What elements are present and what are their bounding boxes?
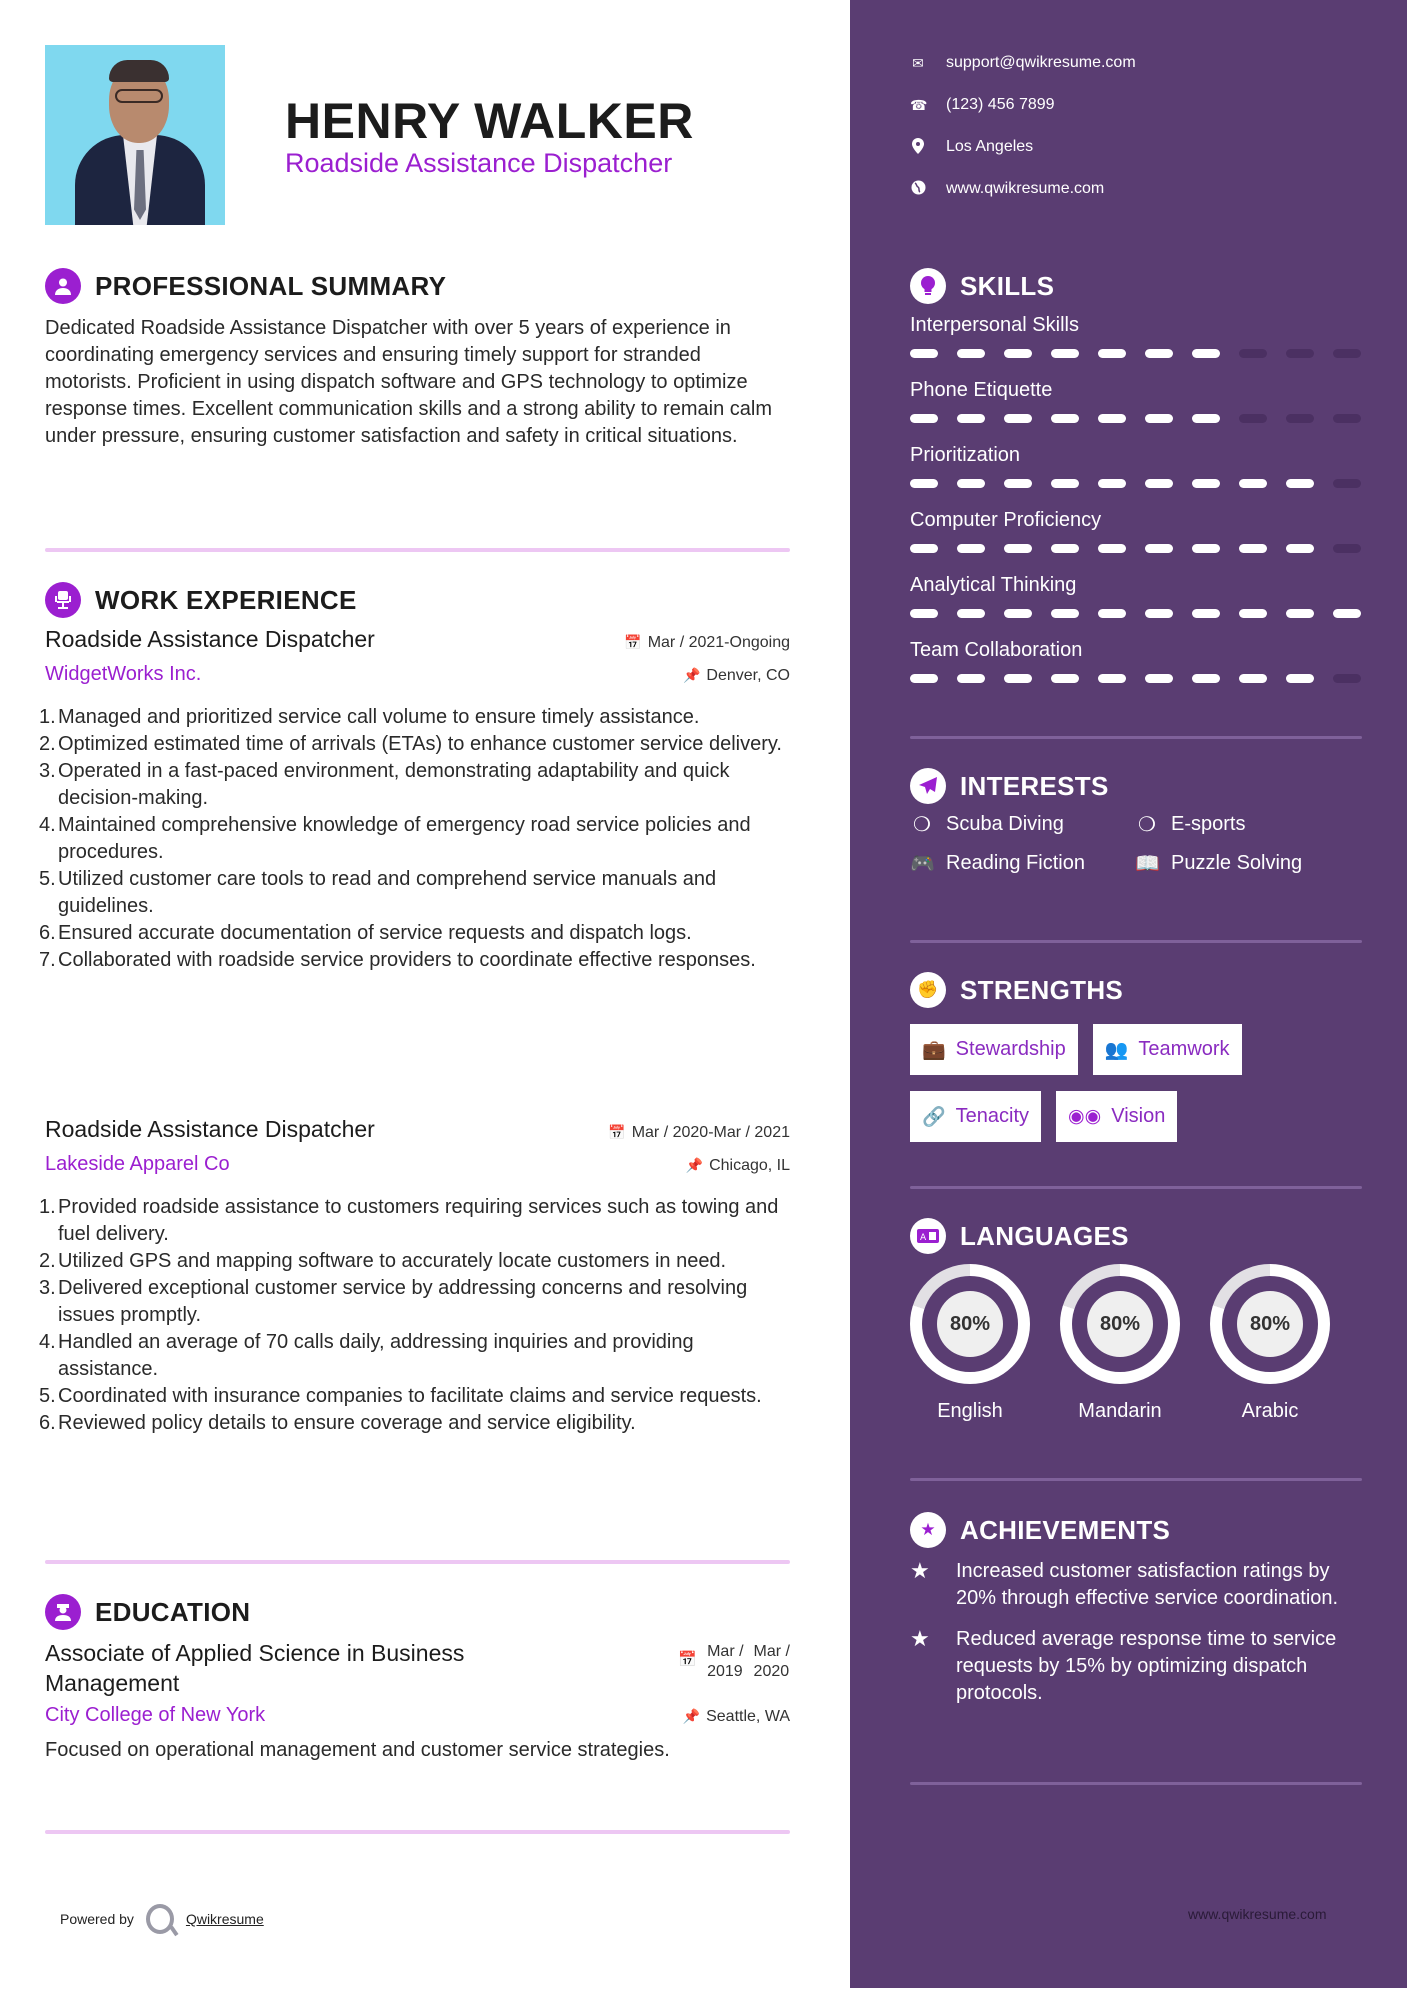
language-item xyxy=(1060,1264,1180,1423)
interest-item: 📖 Puzzle Solving xyxy=(1135,852,1303,875)
skill-item xyxy=(910,379,1362,444)
link-icon: 🔗 xyxy=(922,1106,946,1128)
skill-item xyxy=(910,574,1362,639)
language-percent: 80% xyxy=(1237,1291,1303,1357)
qwikresume-link[interactable]: Qwikresume xyxy=(185,1911,264,1927)
company-name: Lakeside Apparel Co xyxy=(45,1153,230,1175)
contact-website[interactable]: www.qwikresume.com xyxy=(910,168,1136,210)
skill-item xyxy=(910,314,1362,379)
list-item: 5. Utilized customer care tools to read and comprehend service manuals and guidelines. xyxy=(39,868,717,917)
contact-location: Los Angeles xyxy=(910,126,1136,168)
contact-list xyxy=(910,42,1136,210)
translate-icon xyxy=(910,1218,946,1254)
map-pin-icon xyxy=(910,138,926,157)
school-location: Seattle, WA xyxy=(706,1707,790,1725)
language-progress-ring xyxy=(910,1264,1030,1384)
lifebuoy-icon: ❍ xyxy=(1138,814,1156,836)
lifebuoy-icon: ❍ xyxy=(913,814,931,836)
strength-chip: 🔗 Tenacity xyxy=(910,1091,1041,1142)
list-item: 1. Provided roadside assistance to customers requiring services such as towing and fuel delivery. xyxy=(39,1196,779,1245)
job-date: Mar / 2020-Mar / 2021 xyxy=(631,1123,790,1141)
chair-icon xyxy=(45,582,81,618)
language-name: Mandarin xyxy=(1078,1400,1162,1422)
language-name: English xyxy=(937,1400,1003,1422)
job-entry xyxy=(39,1116,790,1437)
strength-chip: 💼 Stewardship xyxy=(910,1024,1078,1075)
shooting-star-icon: ★ xyxy=(910,1558,930,1583)
qwikresume-logo-icon xyxy=(146,1904,174,1934)
list-item: 5. Coordinated with insurance companies to facilitate claims and service requests. xyxy=(39,1385,762,1407)
skill-item xyxy=(910,509,1362,574)
job-location: Chicago, IL xyxy=(709,1156,790,1174)
user-icon xyxy=(45,268,81,304)
language-item xyxy=(910,1264,1030,1423)
skill-name: Computer Proficiency xyxy=(910,509,1102,531)
list-item: 7. Collaborated with roadside service providers to coordinate effective responses. xyxy=(39,949,756,971)
job-title: Roadside Assistance Dispatcher xyxy=(45,626,375,652)
language-progress-ring xyxy=(1210,1264,1330,1384)
job-bullets xyxy=(39,704,790,974)
divider xyxy=(910,736,1362,739)
education-dates: 📅 Mar / 2019 Mar / 2020 xyxy=(678,1642,790,1698)
users-icon: 👥 xyxy=(1104,1039,1129,1061)
phone-icon: ☎ xyxy=(910,96,928,113)
gamepad-icon: 🎮 xyxy=(910,853,935,875)
divider xyxy=(910,1782,1362,1785)
languages-list xyxy=(910,1264,1330,1423)
language-name: Arabic xyxy=(1241,1400,1299,1422)
skill-item xyxy=(910,639,1362,704)
skill-rating xyxy=(910,674,1362,683)
lightbulb-icon xyxy=(910,268,946,304)
job-entry xyxy=(39,626,790,974)
list-item: 1. Managed and prioritized service call volume to ensure timely assistance. xyxy=(39,706,700,728)
interest-item: 🎮 Reading Fiction xyxy=(910,852,1085,875)
briefcase-icon: 💼 xyxy=(922,1039,946,1061)
divider xyxy=(910,1186,1362,1189)
achievements-list xyxy=(910,1558,1362,1721)
skill-name: Interpersonal Skills xyxy=(910,314,1079,336)
strengths-heading: ✊ STRENGTHS xyxy=(910,972,1123,1008)
binoculars-icon: ◉◉ xyxy=(1068,1106,1102,1127)
profile-photo xyxy=(45,45,225,225)
education-entry xyxy=(45,1638,790,1762)
contact-email[interactable]: ✉ support@qwikresume.com xyxy=(910,42,1136,84)
list-item: 6. Reviewed policy details to ensure coverage and service eligibility. xyxy=(39,1412,636,1434)
divider xyxy=(45,548,790,552)
list-item: 2. Optimized estimated time of arrivals (ETAs) to enhance customer service delivery. xyxy=(39,733,782,755)
svg-text:A: A xyxy=(920,1233,927,1243)
skill-name: Phone Etiquette xyxy=(910,379,1053,401)
summary-text: Dedicated Roadside Assistance Dispatcher with over 5 years of experience in coordinating emergency services and ensuring timely support for stranded motorists. Proficient in using dispatch software and GPS technology to optimize response times. Excellent communication skills and a strong ability to remain calm under pressure, ensuring customer satisfaction and safety in critical situations. xyxy=(45,317,772,447)
degree: Associate of Applied Science in Business Management xyxy=(45,1640,465,1696)
pushpin-icon: 📌 xyxy=(682,1708,701,1724)
interests-list xyxy=(910,812,1335,876)
achievement-item: ★ Increased customer satisfaction ratings by 20% through effective service coordination. xyxy=(910,1558,1362,1612)
candidate-title: Roadside Assistance Dispatcher xyxy=(285,148,673,178)
language-item xyxy=(1210,1264,1330,1423)
skill-rating xyxy=(910,414,1362,423)
graduate-icon xyxy=(45,1594,81,1630)
interests-heading: INTERESTS xyxy=(910,768,1109,804)
language-percent: 80% xyxy=(1087,1291,1153,1357)
job-bullets xyxy=(39,1194,790,1437)
languages-heading: A LANGUAGES xyxy=(910,1218,1129,1254)
skill-rating xyxy=(910,479,1362,488)
powered-by: Powered by Qwikresume xyxy=(60,1904,264,1934)
list-item: 4. Handled an average of 70 calls daily, addressing inquiries and providing assistance. xyxy=(39,1331,694,1380)
list-item: 2. Utilized GPS and mapping software to accurately locate customers in need. xyxy=(39,1250,727,1272)
strength-chip: 👥 Teamwork xyxy=(1093,1024,1242,1075)
divider xyxy=(45,1830,790,1834)
contact-phone[interactable]: ☎ (123) 456 7899 xyxy=(910,96,1055,113)
skills-list xyxy=(910,314,1362,704)
job-date: Mar / 2021-Ongoing xyxy=(647,633,790,651)
candidate-name: HENRY WALKER xyxy=(285,93,694,149)
divider xyxy=(910,940,1362,943)
education-heading: EDUCATION xyxy=(45,1594,250,1630)
skill-rating xyxy=(910,544,1362,553)
skill-name: Prioritization xyxy=(910,444,1021,466)
list-item: 3. Operated in a fast-paced environment, demonstrating adaptability and quick decision-making. xyxy=(39,760,730,809)
summary-heading: PROFESSIONAL SUMMARY xyxy=(45,268,446,304)
interest-item: ❍ Scuba Diving xyxy=(910,812,1135,837)
book-icon: 📖 xyxy=(1135,853,1160,875)
skill-item xyxy=(910,444,1362,509)
shooting-star-icon: ★ xyxy=(910,1512,946,1548)
list-item: 3. Delivered exceptional customer service by addressing concerns and resolving issues promptly. xyxy=(39,1277,748,1326)
strength-chip: ◉◉ Vision xyxy=(1056,1091,1177,1142)
envelope-icon: ✉ xyxy=(912,54,924,71)
skills-heading: SKILLS xyxy=(910,268,1054,304)
skill-rating xyxy=(910,609,1362,618)
footer-website[interactable]: www.qwikresume.com xyxy=(1188,1906,1327,1922)
interest-item: ❍ E-sports xyxy=(1135,812,1335,837)
shooting-star-icon: ★ xyxy=(910,1626,930,1651)
fist-icon: ✊ xyxy=(910,972,946,1008)
job-title: Roadside Assistance Dispatcher xyxy=(45,1116,375,1142)
job-location: Denver, CO xyxy=(706,666,790,684)
education-description: Focused on operational management and customer service strategies. xyxy=(45,1739,670,1761)
list-item: 4. Maintained comprehensive knowledge of emergency road service policies and procedures. xyxy=(39,814,751,863)
skill-rating xyxy=(910,349,1362,358)
calendar-icon: 📅 xyxy=(678,1651,698,1668)
achievements-heading: ★ ACHIEVEMENTS xyxy=(910,1512,1170,1548)
pushpin-icon: 📌 xyxy=(685,1157,704,1173)
list-item: 6. Ensured accurate documentation of service requests and dispatch logs. xyxy=(39,922,692,944)
paper-plane-icon xyxy=(910,768,946,804)
experience-heading: WORK EXPERIENCE xyxy=(45,582,357,618)
divider xyxy=(45,1560,790,1564)
skill-name: Team Collaboration xyxy=(910,639,1083,661)
calendar-icon: 📅 xyxy=(624,634,642,650)
language-percent: 80% xyxy=(937,1291,1003,1357)
pushpin-icon: 📌 xyxy=(682,667,701,683)
skill-name: Analytical Thinking xyxy=(910,574,1077,596)
language-progress-ring xyxy=(1060,1264,1180,1384)
strengths-list xyxy=(910,1024,1362,1142)
company-name: WidgetWorks Inc. xyxy=(45,663,202,685)
school-name: City College of New York xyxy=(45,1704,266,1726)
divider xyxy=(910,1478,1362,1481)
achievement-item: ★ Reduced average response time to service requests by 15% by optimizing dispatch protocols. xyxy=(910,1626,1362,1707)
calendar-icon: 📅 xyxy=(608,1124,626,1140)
globe-icon xyxy=(910,180,926,198)
